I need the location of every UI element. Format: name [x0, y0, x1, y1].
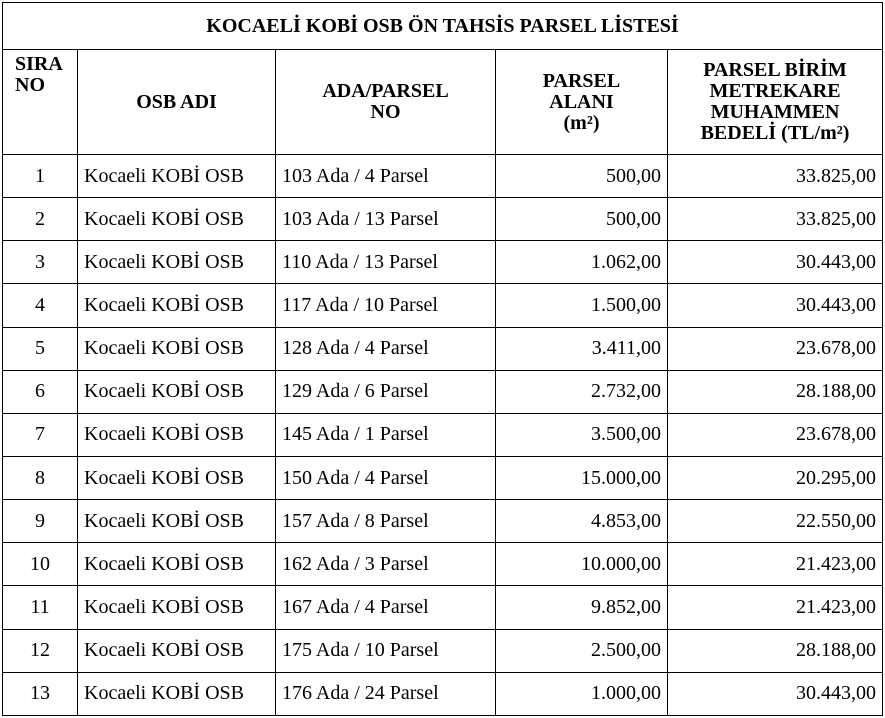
cell-sira-no: 12: [3, 629, 78, 672]
cell-birim-bedel: 30.443,00: [668, 672, 883, 715]
cell-birim-bedel: 30.443,00: [668, 241, 883, 284]
cell-parsel-alani: 3.500,00: [496, 413, 668, 456]
table-row: [3, 198, 883, 241]
cell-birim-bedel: 28.188,00: [668, 370, 883, 413]
cell-parsel-alani: 500,00: [496, 198, 668, 241]
cell-sira-no: 7: [3, 413, 78, 456]
cell-sira-no: 8: [3, 456, 78, 499]
table-row: [3, 284, 883, 327]
table-title: KOCAELİ KOBİ OSB ÖN TAHSİS PARSEL LİSTESİ: [3, 3, 883, 50]
cell-ada-parsel: 145 Ada / 1 Parsel: [276, 413, 496, 456]
cell-osb-adi: Kocaeli KOBİ OSB: [78, 543, 276, 586]
cell-osb-adi: Kocaeli KOBİ OSB: [78, 500, 276, 543]
cell-ada-parsel: 176 Ada / 24 Parsel: [276, 672, 496, 715]
table-row: [3, 543, 883, 586]
cell-sira-no: 6: [3, 370, 78, 413]
cell-ada-parsel: 110 Ada / 13 Parsel: [276, 241, 496, 284]
cell-sira-no: 5: [3, 327, 78, 370]
header-bedel-line2: METREKARE: [709, 80, 841, 102]
cell-osb-adi: Kocaeli KOBİ OSB: [78, 456, 276, 499]
header-row: [3, 50, 883, 155]
header-sira-line2: NO: [15, 74, 45, 96]
cell-sira-no: 13: [3, 672, 78, 715]
header-alan-line2: ALANI: [549, 90, 614, 113]
header-parsel-alani: [496, 50, 668, 155]
table-row: [3, 586, 883, 629]
cell-ada-parsel: 129 Ada / 6 Parsel: [276, 370, 496, 413]
table-row: [3, 413, 883, 456]
cell-osb-adi: Kocaeli KOBİ OSB: [78, 155, 276, 198]
cell-osb-adi: Kocaeli KOBİ OSB: [78, 327, 276, 370]
header-ada-parsel-no: [276, 50, 496, 155]
table-row: [3, 327, 883, 370]
header-bedel-line4: BEDELİ (TL/m²): [700, 122, 850, 144]
cell-ada-parsel: 103 Ada / 4 Parsel: [276, 155, 496, 198]
parcel-table: [2, 2, 883, 716]
cell-osb-adi: Kocaeli KOBİ OSB: [78, 629, 276, 672]
cell-parsel-alani: 500,00: [496, 155, 668, 198]
table-row: [3, 456, 883, 499]
cell-ada-parsel: 128 Ada / 4 Parsel: [276, 327, 496, 370]
cell-parsel-alani: 9.852,00: [496, 586, 668, 629]
cell-birim-bedel: 21.423,00: [668, 543, 883, 586]
cell-parsel-alani: 1.500,00: [496, 284, 668, 327]
cell-birim-bedel: 33.825,00: [668, 155, 883, 198]
cell-sira-no: 11: [3, 586, 78, 629]
header-bedel-line3: MUHAMMEN: [710, 101, 840, 123]
table-row: [3, 370, 883, 413]
cell-ada-parsel: 167 Ada / 4 Parsel: [276, 586, 496, 629]
cell-osb-adi: Kocaeli KOBİ OSB: [78, 241, 276, 284]
header-sira-line1: SIRA: [15, 53, 63, 75]
header-alan-line1: PARSEL: [542, 69, 621, 92]
cell-parsel-alani: 10.000,00: [496, 543, 668, 586]
cell-birim-bedel: 22.550,00: [668, 500, 883, 543]
cell-sira-no: 2: [3, 198, 78, 241]
cell-osb-adi: Kocaeli KOBİ OSB: [78, 672, 276, 715]
cell-parsel-alani: 1.062,00: [496, 241, 668, 284]
cell-ada-parsel: 162 Ada / 3 Parsel: [276, 543, 496, 586]
table-row: [3, 241, 883, 284]
cell-ada-parsel: 175 Ada / 10 Parsel: [276, 629, 496, 672]
cell-parsel-alani: 4.853,00: [496, 500, 668, 543]
cell-osb-adi: Kocaeli KOBİ OSB: [78, 198, 276, 241]
cell-sira-no: 3: [3, 241, 78, 284]
header-bedel-line1: PARSEL BİRİM: [703, 59, 847, 81]
cell-sira-no: 1: [3, 155, 78, 198]
cell-parsel-alani: 2.732,00: [496, 370, 668, 413]
header-ada-line2: NO: [370, 101, 401, 123]
cell-birim-bedel: 23.678,00: [668, 327, 883, 370]
cell-birim-bedel: 33.825,00: [668, 198, 883, 241]
header-sira-no: [3, 50, 78, 155]
cell-birim-bedel: 30.443,00: [668, 284, 883, 327]
cell-parsel-alani: 3.411,00: [496, 327, 668, 370]
cell-birim-bedel: 28.188,00: [668, 629, 883, 672]
cell-osb-adi: Kocaeli KOBİ OSB: [78, 370, 276, 413]
cell-ada-parsel: 150 Ada / 4 Parsel: [276, 456, 496, 499]
cell-birim-bedel: 23.678,00: [668, 413, 883, 456]
cell-osb-adi: Kocaeli KOBİ OSB: [78, 586, 276, 629]
cell-parsel-alani: 15.000,00: [496, 456, 668, 499]
table-row: [3, 155, 883, 198]
cell-birim-bedel: 21.423,00: [668, 586, 883, 629]
cell-birim-bedel: 20.295,00: [668, 456, 883, 499]
table-body: [3, 155, 883, 716]
table-row: [3, 629, 883, 672]
cell-ada-parsel: 103 Ada / 13 Parsel: [276, 198, 496, 241]
cell-osb-adi: Kocaeli KOBİ OSB: [78, 413, 276, 456]
cell-osb-adi: Kocaeli KOBİ OSB: [78, 284, 276, 327]
cell-parsel-alani: 1.000,00: [496, 672, 668, 715]
cell-sira-no: 9: [3, 500, 78, 543]
cell-parsel-alani: 2.500,00: [496, 629, 668, 672]
table-row: [3, 500, 883, 543]
header-birim-bedel: [668, 50, 883, 155]
header-ada-line1: ADA/PARSEL: [322, 80, 449, 102]
cell-sira-no: 10: [3, 543, 78, 586]
cell-sira-no: 4: [3, 284, 78, 327]
header-alan-unit: (m²): [563, 111, 600, 134]
table-row: [3, 672, 883, 715]
cell-ada-parsel: 157 Ada / 8 Parsel: [276, 500, 496, 543]
cell-ada-parsel: 117 Ada / 10 Parsel: [276, 284, 496, 327]
header-osb-adi: OSB ADI: [78, 50, 276, 155]
